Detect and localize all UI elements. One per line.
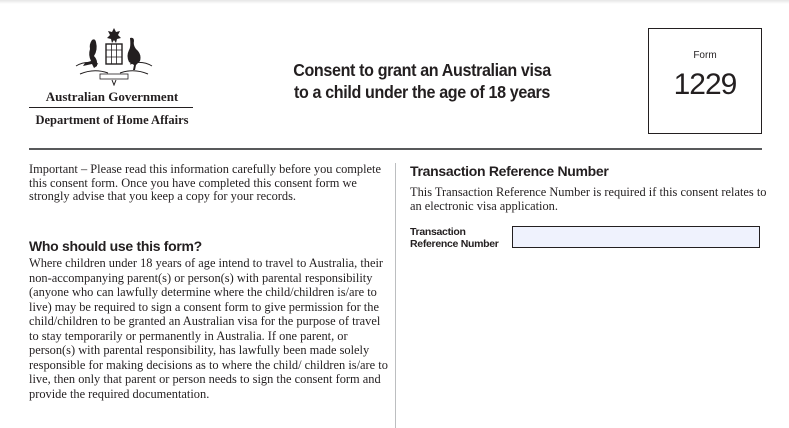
form-title-line-1: Consent to grant an Australian visa [293,60,551,80]
government-name: Australian Government [45,89,179,104]
form-title [275,59,569,103]
form-title-line-2: to a child under the age of 18 years [293,82,551,102]
who-should-use-body: Where children under 18 years of age intend to travel to Australia, their non-accompanying parent(s) or person(s) with parental responsibility (anyone who can lawfully determine where the child/children is/are to live) may be required to sign a consent form to give permission for the child/children to be granted an Australian visa for the purpose of travel to stay temporarily or permanently in Australia. If one parent, or person(s) with parental responsibility, has lawfully been made solely responsible for making decisions as to where the child/ children is/are to live, then only that parent or person needs to sign the consent form and provide the required documentation. [29,256,388,401]
top-shade [0,0,789,4]
important-notice: Important – Please read this information carefully before you complete this consent form. Once you have completed this consent form we strongly advise that you keep a copy for your records. [29,162,381,204]
trn-field-label [410,227,510,250]
government-divider [29,107,193,108]
department-name: Department of Home Affairs [35,113,189,127]
who-should-use-heading: Who should use this form? [29,238,202,254]
column-divider [395,163,396,428]
form-label: Form [693,50,717,61]
form-number-box [648,28,762,134]
coat-of-arms-icon [70,26,158,86]
trn-input[interactable] [512,226,760,248]
form-number: 1229 [673,68,737,101]
trn-heading: Transaction Reference Number [410,163,609,179]
trn-description: This Transaction Reference Number is required if this consent relates to an electronic visa application. [410,185,767,213]
trn-label-line-1: Transaction [410,226,466,238]
header-divider [29,148,762,150]
trn-label-line-2: Reference Number [410,237,499,250]
